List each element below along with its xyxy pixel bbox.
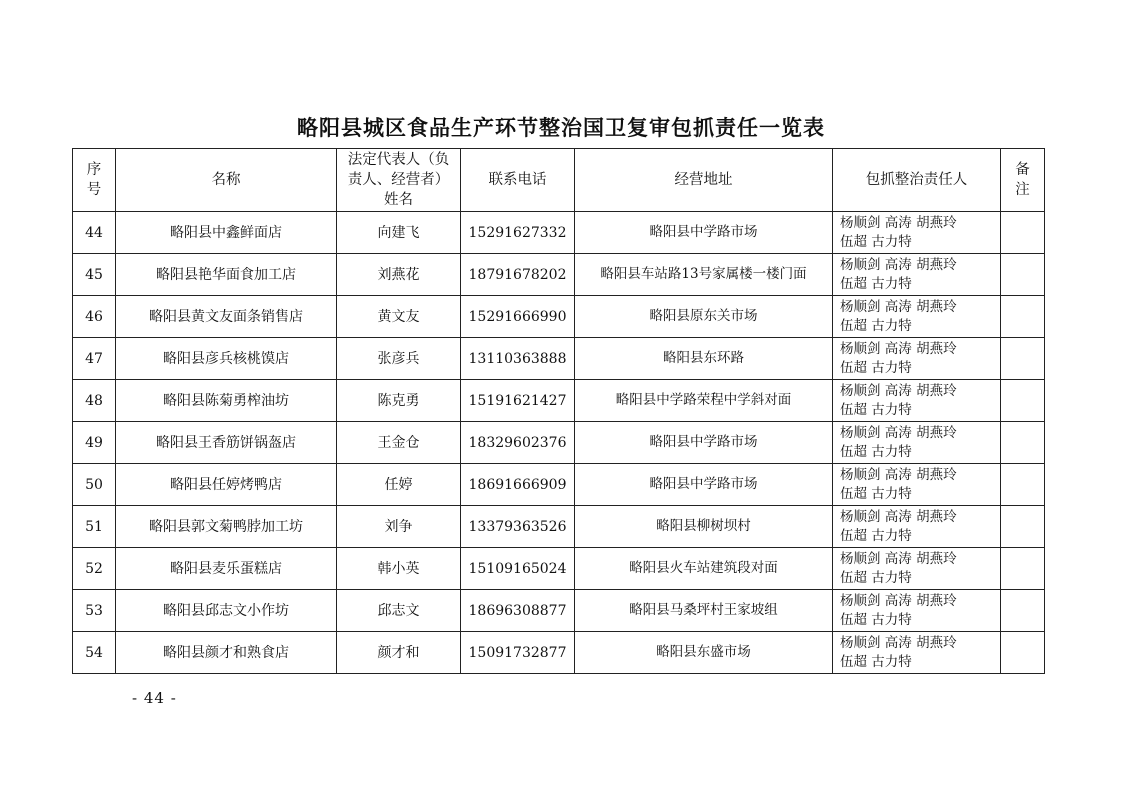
row-name: 略阳县王香筋饼锅盔店 (116, 422, 337, 464)
row-index: 47 (73, 338, 116, 380)
table-header-row (73, 149, 1045, 212)
row-index: 45 (73, 254, 116, 296)
row-remarks (1001, 548, 1045, 590)
header-index: 序号 (73, 149, 116, 212)
responsible-line-2: 伍超 古力特 (840, 443, 912, 460)
row-remarks (1001, 212, 1045, 254)
row-name: 略阳县艳华面食加工店 (116, 254, 337, 296)
responsible-line-2: 伍超 古力特 (840, 359, 912, 376)
row-remarks (1001, 338, 1045, 380)
row-remarks (1001, 422, 1045, 464)
row-index: 49 (73, 422, 116, 464)
row-responsible (833, 338, 1001, 380)
table-row (73, 464, 1045, 506)
table-row (73, 254, 1045, 296)
header-legal-rep: 法定代表人（负责人、经营者）姓名 (337, 149, 461, 212)
row-remarks (1001, 590, 1045, 632)
row-phone: 15091732877 (461, 632, 575, 674)
responsible-line-1: 杨顺剑 高涛 胡燕玲 (840, 382, 957, 399)
row-responsible (833, 464, 1001, 506)
document-title: 略阳县城区食品生产环节整治国卫复审包抓责任一览表 (297, 116, 825, 140)
table-row (73, 548, 1045, 590)
row-name: 略阳县邱志文小作坊 (116, 590, 337, 632)
responsible-line-1: 杨顺剑 高涛 胡燕玲 (840, 634, 957, 651)
row-phone: 13110363888 (461, 338, 575, 380)
row-responsible (833, 548, 1001, 590)
responsible-line-1: 杨顺剑 高涛 胡燕玲 (840, 256, 957, 273)
row-index: 54 (73, 632, 116, 674)
row-legal-rep: 张彦兵 (337, 338, 461, 380)
table-row (73, 338, 1045, 380)
row-remarks (1001, 380, 1045, 422)
row-index: 48 (73, 380, 116, 422)
header-phone: 联系电话 (461, 149, 575, 212)
row-phone: 15291666990 (461, 296, 575, 338)
responsible-line-2: 伍超 古力特 (840, 401, 912, 418)
row-legal-rep: 王金仓 (337, 422, 461, 464)
row-responsible (833, 590, 1001, 632)
row-remarks (1001, 632, 1045, 674)
row-address: 略阳县中学路市场 (575, 212, 833, 254)
responsible-line-1: 杨顺剑 高涛 胡燕玲 (840, 298, 957, 315)
row-remarks (1001, 254, 1045, 296)
row-legal-rep: 黄文友 (337, 296, 461, 338)
table-row (73, 506, 1045, 548)
responsible-line-1: 杨顺剑 高涛 胡燕玲 (840, 550, 957, 567)
responsible-line-1: 杨顺剑 高涛 胡燕玲 (840, 466, 957, 483)
row-index: 51 (73, 506, 116, 548)
header-address: 经营地址 (575, 149, 833, 212)
row-address: 略阳县马桑坪村王家坡组 (575, 590, 833, 632)
row-responsible (833, 422, 1001, 464)
row-responsible (833, 212, 1001, 254)
row-address: 略阳县火车站建筑段对面 (575, 548, 833, 590)
header-name: 名称 (116, 149, 337, 212)
responsible-line-2: 伍超 古力特 (840, 569, 912, 586)
row-legal-rep: 陈克勇 (337, 380, 461, 422)
header-remarks: 备注 (1001, 149, 1045, 212)
row-legal-rep: 邱志文 (337, 590, 461, 632)
row-remarks (1001, 296, 1045, 338)
table-row (73, 590, 1045, 632)
row-legal-rep: 向建飞 (337, 212, 461, 254)
responsible-line-2: 伍超 古力特 (840, 233, 912, 250)
responsible-line-1: 杨顺剑 高涛 胡燕玲 (840, 508, 957, 525)
row-index: 44 (73, 212, 116, 254)
table-row (73, 212, 1045, 254)
table-row (73, 422, 1045, 464)
row-phone: 13379363526 (461, 506, 575, 548)
responsible-line-2: 伍超 古力特 (840, 527, 912, 544)
row-responsible (833, 296, 1001, 338)
row-name: 略阳县彦兵核桃馍店 (116, 338, 337, 380)
row-address: 略阳县柳树坝村 (575, 506, 833, 548)
row-address: 略阳县原东关市场 (575, 296, 833, 338)
row-name: 略阳县中鑫鲜面店 (116, 212, 337, 254)
row-address: 略阳县东盛市场 (575, 632, 833, 674)
row-name: 略阳县黄文友面条销售店 (116, 296, 337, 338)
responsible-line-2: 伍超 古力特 (840, 317, 912, 334)
responsible-line-1: 杨顺剑 高涛 胡燕玲 (840, 340, 957, 357)
responsible-line-2: 伍超 古力特 (840, 611, 912, 628)
row-name: 略阳县麦乐蛋糕店 (116, 548, 337, 590)
table-row (73, 296, 1045, 338)
table-row (73, 380, 1045, 422)
row-phone: 18691666909 (461, 464, 575, 506)
row-responsible (833, 254, 1001, 296)
row-index: 46 (73, 296, 116, 338)
row-phone: 15191621427 (461, 380, 575, 422)
responsible-line-1: 杨顺剑 高涛 胡燕玲 (840, 424, 957, 441)
row-responsible (833, 506, 1001, 548)
row-address: 略阳县中学路市场 (575, 464, 833, 506)
row-legal-rep: 颜才和 (337, 632, 461, 674)
responsible-line-2: 伍超 古力特 (840, 653, 912, 670)
row-name: 略阳县任婷烤鸭店 (116, 464, 337, 506)
row-name: 略阳县陈菊勇榨油坊 (116, 380, 337, 422)
row-address: 略阳县车站路13号家属楼一楼门面 (575, 254, 833, 296)
responsible-line-1: 杨顺剑 高涛 胡燕玲 (840, 214, 957, 231)
row-phone: 18791678202 (461, 254, 575, 296)
responsible-line-2: 伍超 古力特 (840, 275, 912, 292)
row-responsible (833, 380, 1001, 422)
row-phone: 15109165024 (461, 548, 575, 590)
responsible-line-1: 杨顺剑 高涛 胡燕玲 (840, 592, 957, 609)
table-row (73, 632, 1045, 674)
row-responsible (833, 632, 1001, 674)
row-index: 52 (73, 548, 116, 590)
row-legal-rep: 刘争 (337, 506, 461, 548)
responsibility-table (72, 148, 1045, 674)
row-remarks (1001, 506, 1045, 548)
header-responsible: 包抓整治责任人 (833, 149, 1001, 212)
row-address: 略阳县东环路 (575, 338, 833, 380)
row-name: 略阳县郭文菊鸭脖加工坊 (116, 506, 337, 548)
row-index: 50 (73, 464, 116, 506)
row-remarks (1001, 464, 1045, 506)
row-phone: 15291627332 (461, 212, 575, 254)
row-address: 略阳县中学路荣程中学斜对面 (575, 380, 833, 422)
row-address: 略阳县中学路市场 (575, 422, 833, 464)
row-legal-rep: 任婷 (337, 464, 461, 506)
row-index: 53 (73, 590, 116, 632)
row-legal-rep: 韩小英 (337, 548, 461, 590)
row-name: 略阳县颜才和熟食店 (116, 632, 337, 674)
row-phone: 18696308877 (461, 590, 575, 632)
row-phone: 18329602376 (461, 422, 575, 464)
page-number: - 44 - (132, 689, 177, 707)
responsible-line-2: 伍超 古力特 (840, 485, 912, 502)
row-legal-rep: 刘燕花 (337, 254, 461, 296)
